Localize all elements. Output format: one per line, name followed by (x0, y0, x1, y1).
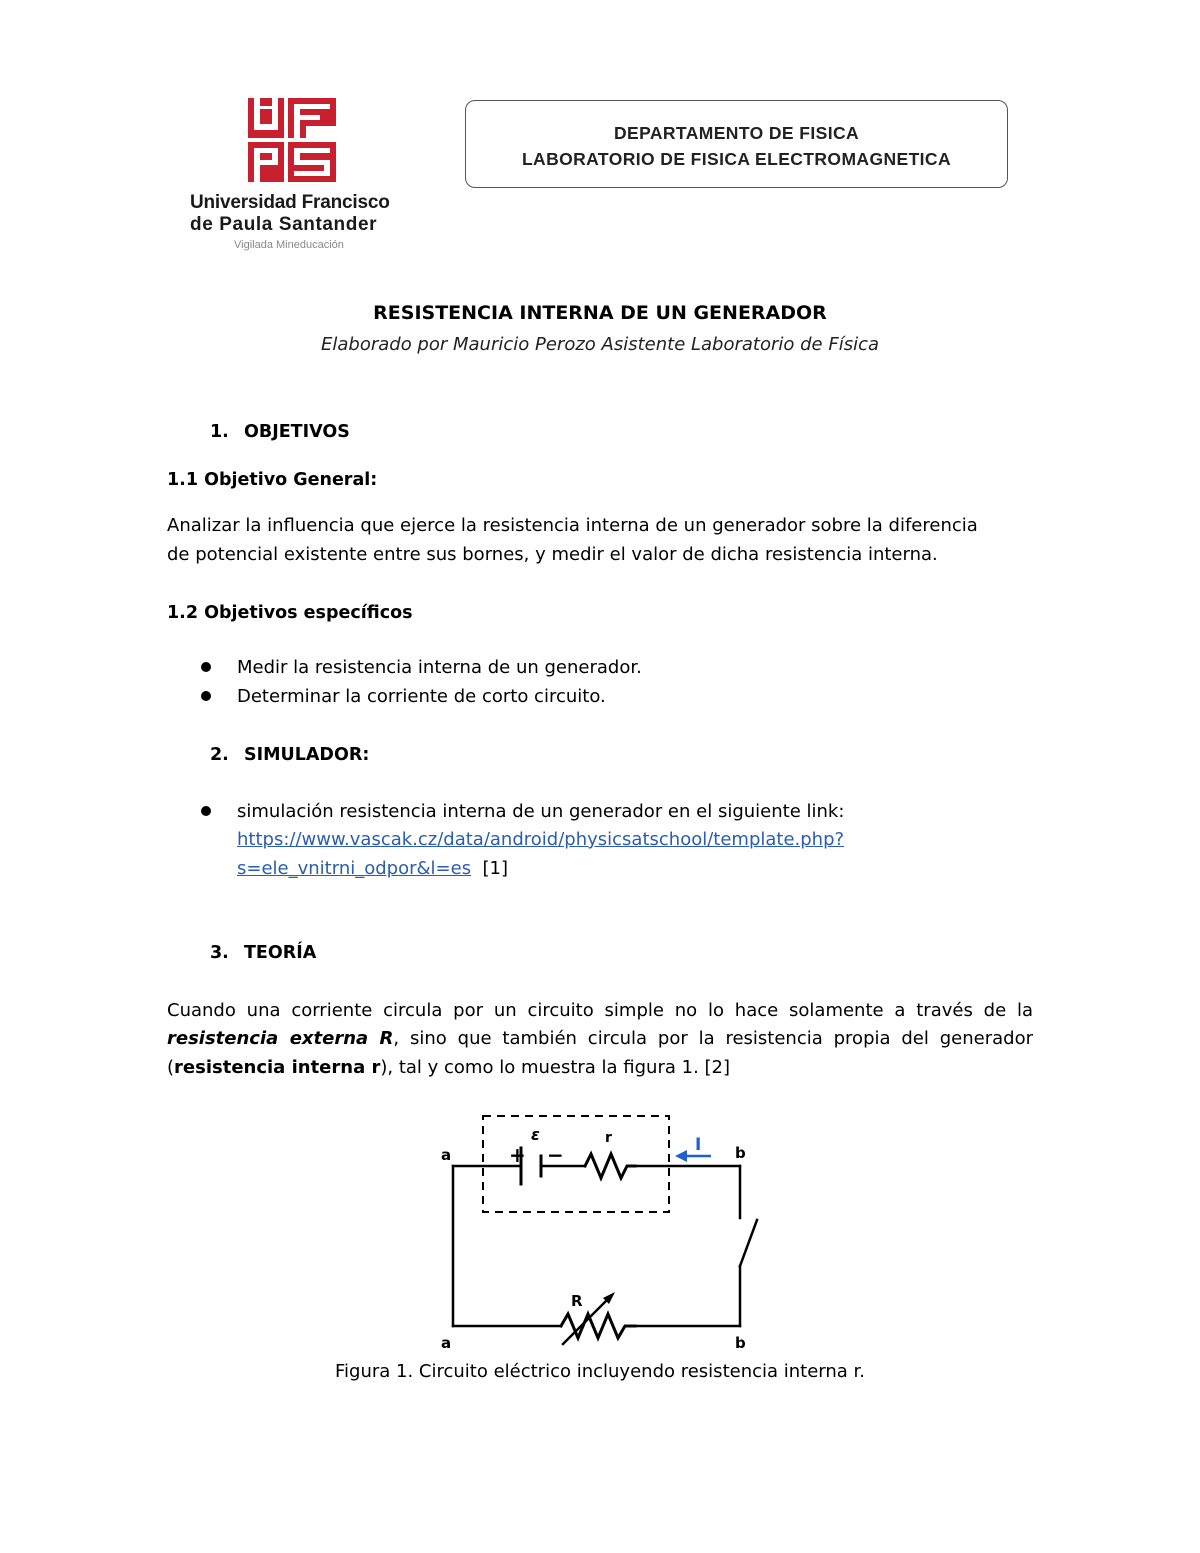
section-1-1-text-line2: de potencial existente entre sus bornes, y medir el valor de dicha resistencia interna. (167, 544, 938, 565)
section-3-title: TEORÍA (244, 943, 317, 963)
section-1-number: 1. (210, 422, 229, 442)
figure-caption: Figura 1. Circuito eléctrico incluyendo resistencia interna r. (334, 1361, 866, 1382)
theory-paragraph-line3 (167, 1054, 1033, 1082)
university-name (190, 192, 410, 236)
simulator-link-continued[interactable]: s=ele_vnitrni_odpor&l=es (237, 858, 472, 879)
simulator-item: simulación resistencia interna de un generador en el siguiente link: (237, 801, 845, 822)
internal-resistance-label: r (605, 1130, 612, 1146)
section-2-number: 2. (210, 745, 229, 765)
bullet-icon (201, 806, 211, 816)
simulator-link[interactable]: https://www.vascak.cz/data/android/physicsatschool/template.php? (237, 829, 845, 850)
document-title: RESISTENCIA INTERNA DE UN GENERADOR (373, 302, 827, 324)
section-1-title: OBJETIVOS (244, 422, 350, 442)
theory-paragraph-line2 (167, 1025, 1033, 1053)
objective-item-2: Determinar la corriente de corto circuito. (237, 686, 606, 707)
department-name: DEPARTAMENTO DE FISICA (613, 123, 860, 143)
section-2-title: SIMULADOR: (244, 745, 370, 765)
node-a-top-label: a (441, 1146, 452, 1164)
battery-minus-label: − (547, 1143, 564, 1167)
bullet-icon (201, 662, 211, 672)
theory-paragraph-line2-text: , sino que también circula por la resistencia propia del generador (393, 1028, 1033, 1049)
simulator-link-line2 (237, 855, 508, 883)
external-resistance-term: resistencia externa R (167, 1028, 394, 1049)
internal-resistance-term: resistencia interna r (174, 1057, 381, 1078)
bullet-icon (201, 691, 211, 701)
department-box (465, 100, 1008, 188)
section-1-1-heading: 1.1 Objetivo General: (167, 470, 378, 490)
university-tagline: Vigilada Mineducación (234, 239, 344, 251)
theory-paragraph-line1: Cuando una corriente circula por un circuito simple no lo hace solamente a través de la (167, 1000, 1033, 1021)
objective-item-1: Medir la resistencia interna de un generador. (237, 657, 642, 678)
emf-label: ε (531, 1125, 540, 1144)
theory-paragraph-line3-text: ), tal y como lo muestra la figura 1. [2] (380, 1057, 731, 1078)
section-1-2-heading: 1.2 Objetivos específicos (167, 603, 413, 623)
university-logo (186, 96, 406, 261)
section-1-1-text-line1: Analizar la influencia que ejerce la resistencia interna de un generador sobre la diferencia (167, 515, 978, 536)
external-resistance-label: R (571, 1292, 583, 1310)
internal-resistor (585, 1154, 635, 1178)
university-name-line1: Universidad Francisco (190, 192, 390, 213)
current-label: I (695, 1135, 702, 1155)
circuit-diagram (435, 1108, 775, 1354)
theory-paren: ( (167, 1057, 175, 1078)
node-a-bottom-label: a (441, 1334, 452, 1352)
current-arrow (675, 1150, 711, 1162)
university-name-line2: de Paula Santander (190, 214, 378, 235)
document-author: Elaborado por Mauricio Perozo Asistente Laboratorio de Física (321, 334, 879, 355)
section-3-number: 3. (210, 943, 229, 963)
ufps-logo-mark (186, 96, 346, 188)
node-b-top-label: b (735, 1144, 746, 1162)
node-b-bottom-label: b (735, 1334, 746, 1352)
switch-blade (740, 1220, 757, 1266)
laboratory-name: LABORATORIO DE FISICA ELECTROMAGNETICA (521, 149, 952, 169)
section-2-heading (210, 741, 369, 769)
section-1-heading (210, 418, 350, 446)
section-3-heading (210, 939, 316, 967)
simulator-link-line1 (237, 826, 844, 854)
battery-plus-label: + (509, 1143, 526, 1167)
simulator-reference: [1] (482, 858, 509, 879)
